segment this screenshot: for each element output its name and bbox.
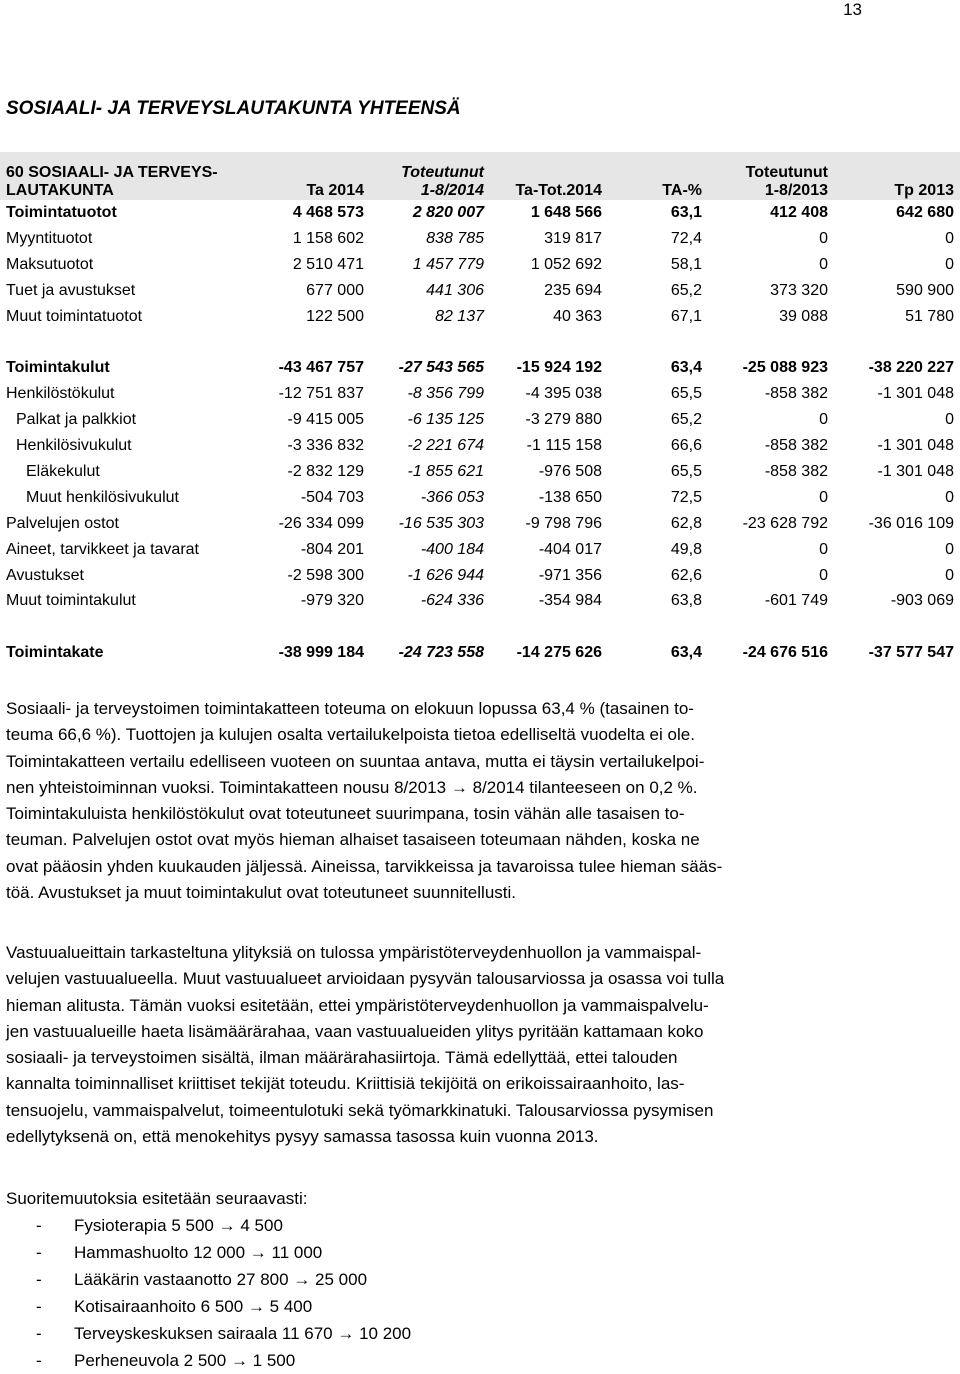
arrow-right-icon: → [230, 1351, 248, 1370]
budget-table [0, 152, 960, 666]
list-item [36, 1293, 411, 1320]
text-line: sosiaali- ja terveystoimen sisältä, ilman määrärahasiirtoja. Tämä edellyttää, ettei talouden [6, 1048, 678, 1068]
text-line: ovat pääosin yhden kuukauden jäljessä. Aineissa, tarvikkeissa ja tavaroissa tulee hieman sääs- [6, 856, 723, 876]
list-item [36, 1347, 411, 1374]
text-line: teuman. Palvelujen ostot ovat myös hieman alhaiset tasaiseen toteumaan nähden, koska ne [6, 830, 700, 850]
cell-tot: -624 336 [420, 592, 484, 610]
cell-ta: 122 500 [306, 307, 364, 325]
text-segment: 8/2014 tilanteeseen on 0,2 %. [472, 777, 698, 797]
table-row [0, 304, 960, 330]
item-to: 1 500 [252, 1351, 296, 1370]
bullet-dash: - [36, 1243, 42, 1262]
cell-ta: -43 467 757 [278, 359, 364, 377]
cell-pct: 63,8 [670, 592, 702, 610]
bullet-dash: - [36, 1216, 42, 1235]
row-label: Palkat ja palkkiot [16, 411, 137, 429]
cell-ta: -979 320 [300, 592, 364, 610]
cell-tot: -16 535 303 [398, 514, 484, 532]
cell-tp: -1 301 048 [877, 385, 954, 403]
table-row [0, 226, 960, 252]
cell-pct: 63,1 [670, 203, 702, 221]
cell-tp: 0 [945, 566, 954, 584]
header-tot2014-line1: Toteutunut [401, 164, 484, 181]
item-from: 2 500 [183, 1351, 227, 1370]
text-line: velujen vastuualueella. Muut vastuualueet arvioidaan pysyvän talousarviossa ja osassa voi tulla [6, 969, 725, 989]
table-row-total [0, 640, 960, 666]
cell-tot: -400 184 [420, 540, 484, 558]
text-line: teuma 66,6 %). Tuottojen ja kulujen osalta vertailukelpoista tietoa edelliseltä vuodelta ei ole. [6, 725, 695, 745]
item-name: Lääkärin vastaanotto [74, 1270, 232, 1289]
list-item [36, 1239, 411, 1266]
cell-diff: -14 275 626 [516, 644, 602, 662]
cell-pct: 63,4 [670, 644, 702, 662]
cell-diff: 319 817 [544, 229, 602, 247]
cell-pct: 65,2 [670, 281, 702, 299]
cell-diff: -138 650 [538, 488, 602, 506]
performance-change-list [36, 1212, 411, 1374]
cell-tot: -1 855 621 [407, 462, 484, 480]
item-to: 4 500 [240, 1216, 283, 1235]
text-segment: nen yhteistoiminnan vuoksi. Toimintakatteen nousu 8/2013 [6, 777, 447, 797]
text-line: Toimintakatteen vertailu edelliseen vuoteen on suuntaa antava, mutta ei täysin vertailukelpoi- [6, 751, 705, 771]
item-from: 27 800 [236, 1270, 289, 1289]
table-header-row [0, 152, 960, 200]
row-label: Palvelujen ostot [6, 514, 119, 532]
table-row [0, 200, 960, 226]
cell-pct: 62,8 [670, 514, 702, 532]
cell-tot13: 0 [819, 411, 828, 429]
header-tot2013-line2: 1-8/2013 [764, 182, 828, 199]
cell-tot: 82 137 [435, 307, 484, 325]
cell-tot13: 0 [819, 255, 828, 273]
item-name: Perheneuvola [74, 1351, 179, 1370]
cell-tp: 0 [945, 255, 954, 273]
paragraph-summary [6, 696, 866, 906]
row-label: Aineet, tarvikkeet ja tavarat [6, 540, 199, 558]
text-line: kannalta toiminnalliset kriittiset tekijät toteudu. Kriittisiä tekijöitä on erikoissairaanhoito, las- [6, 1074, 685, 1094]
item-name: Terveyskeskuksen sairaala [74, 1324, 278, 1343]
text-line: jen vastuualueille haeta lisämäärärahaa, vaan vastuualueiden ylitys pyritään kattamaan koko [6, 1021, 704, 1041]
cell-pct: 63,4 [670, 359, 702, 377]
cell-tp: 0 [945, 229, 954, 247]
cell-tot: 1 457 779 [412, 255, 484, 273]
header-label-line1: 60 SOSIAALI- JA TERVEYS- [6, 164, 218, 181]
table-row [0, 381, 960, 407]
cell-ta: 2 510 471 [292, 255, 364, 273]
text-line [6, 775, 866, 801]
cell-tot: -8 356 799 [407, 385, 484, 403]
item-to: 11 000 [271, 1243, 323, 1262]
item-from: 6 500 [200, 1297, 244, 1316]
text-line: Vastuualueittain tarkasteltuna ylityksiä on tulossa ympäristöterveydenhuollon ja vammaispal- [6, 943, 702, 962]
text-line: hieman alitusta. Tämän vuoksi esitetään, ettei ympäristöterveydenhuollon ja vammaispalvelu- [6, 995, 709, 1015]
page-number: 13 [843, 0, 862, 19]
header-tp2013: Tp 2013 [834, 152, 960, 200]
arrow-right-icon: → [450, 777, 468, 797]
table-row [0, 511, 960, 537]
cell-pct: 67,1 [670, 307, 702, 325]
text-line: Toimintakuluista henkilöstökulut ovat toteutuneet suurimpana, tosin vähän alle tasaisen to- [6, 804, 685, 824]
cell-ta: -12 751 837 [278, 385, 364, 403]
row-label: Henkilöstökulut [6, 385, 115, 403]
cell-tot: 441 306 [426, 281, 484, 299]
bullet-dash: - [36, 1297, 42, 1316]
cell-tot13: 373 320 [770, 281, 828, 299]
item-name: Fysioterapia [74, 1216, 167, 1235]
row-label: Henkilösivukulut [16, 437, 132, 455]
cell-tp: -903 069 [890, 592, 954, 610]
table-spacer [0, 329, 960, 355]
cell-pct: 65,5 [670, 385, 702, 403]
cell-tot: -2 221 674 [407, 437, 484, 455]
table-row [0, 252, 960, 278]
arrow-right-icon: → [337, 1324, 355, 1343]
cell-pct: 62,6 [670, 566, 702, 584]
header-label [0, 152, 240, 200]
list-item [36, 1320, 411, 1347]
cell-ta: -504 703 [300, 488, 364, 506]
header-tapct: TA-% [608, 152, 708, 200]
table-row [0, 355, 960, 381]
cell-tot13: -24 676 516 [742, 644, 828, 662]
table-row [0, 563, 960, 589]
cell-tp: -1 301 048 [877, 462, 954, 480]
row-label: Muut henkilösivukulut [26, 488, 179, 506]
text-line: tensuojelu, vammaispalvelut, toimeentulotuki sekä työmarkkinatuki. Talousarviossa pysymisen [6, 1100, 714, 1120]
cell-diff: 1 648 566 [530, 203, 602, 221]
header-tot2014 [370, 152, 490, 200]
table-row [0, 537, 960, 563]
row-label: Tuet ja avustukset [6, 281, 136, 299]
cell-tp: 0 [945, 540, 954, 558]
cell-tp: 0 [945, 488, 954, 506]
cell-tp: 642 680 [896, 203, 954, 221]
cell-tp: -38 220 227 [868, 359, 954, 377]
header-tot2013-line1: Toteutunut [745, 164, 828, 181]
header-ta2014: Ta 2014 [240, 152, 370, 200]
row-label: Muut toimintakulut [6, 592, 136, 610]
table-spacer [0, 614, 960, 640]
paragraph-responsibility [6, 940, 866, 1150]
table-row [0, 588, 960, 614]
cell-tot13: -601 749 [764, 592, 828, 610]
item-from: 5 500 [171, 1216, 214, 1235]
cell-tot: -27 543 565 [398, 359, 484, 377]
cell-ta: -3 336 832 [287, 437, 364, 455]
cell-tot13: -858 382 [764, 462, 828, 480]
header-tatot: Ta-Tot.2014 [490, 152, 608, 200]
cell-diff: -3 279 880 [525, 411, 602, 429]
cell-ta: 677 000 [306, 281, 364, 299]
arrow-right-icon: → [218, 1216, 236, 1235]
cell-tp: -37 577 547 [868, 644, 954, 662]
cell-ta: -2 832 129 [287, 462, 364, 480]
cell-tot13: 0 [819, 566, 828, 584]
cell-tot: -6 135 125 [407, 411, 484, 429]
cell-tp: 51 780 [905, 307, 954, 325]
row-label: Muut toimintatuotot [6, 307, 143, 325]
bullet-dash: - [36, 1351, 42, 1370]
item-name: Kotisairaanhoito [74, 1297, 196, 1316]
cell-tot: 2 820 007 [412, 203, 484, 221]
cell-tot13: 39 088 [779, 307, 828, 325]
cell-tp: -1 301 048 [877, 437, 954, 455]
arrow-right-icon: → [293, 1270, 311, 1289]
cell-ta: -2 598 300 [287, 566, 364, 584]
cell-ta: -804 201 [300, 540, 364, 558]
cell-diff: -971 356 [538, 566, 602, 584]
item-to: 10 200 [359, 1324, 412, 1343]
row-label: Toimintakate [6, 644, 104, 662]
cell-diff: 235 694 [544, 281, 602, 299]
item-name: Hammashuolto [74, 1243, 189, 1262]
cell-tot13: 0 [819, 540, 828, 558]
row-label: Myyntituotot [6, 229, 93, 247]
cell-diff: -15 924 192 [516, 359, 602, 377]
table-row [0, 459, 960, 485]
text-line: töä. Avustukset ja muut toimintakulut ovat toteutuneet suunnitellusti. [6, 883, 516, 903]
cell-tp: -36 016 109 [868, 514, 954, 532]
cell-tot13: 0 [819, 229, 828, 247]
cell-pct: 49,8 [670, 540, 702, 558]
text-line: edellytyksenä on, että menokehitys pysyy samassa tasossa kuin vuonna 2013. [6, 1127, 599, 1147]
table-row [0, 485, 960, 511]
cell-tot: -366 053 [420, 488, 484, 506]
cell-diff: -1 115 158 [526, 437, 602, 455]
cell-tot: -1 626 944 [407, 566, 484, 584]
cell-tot13: 0 [819, 488, 828, 506]
cell-pct: 65,2 [670, 411, 702, 429]
arrow-right-icon: → [247, 1297, 265, 1316]
item-to: 25 000 [315, 1270, 368, 1289]
cell-diff: 1 052 692 [530, 255, 602, 273]
cell-pct: 65,5 [670, 462, 702, 480]
cell-ta: 4 468 573 [292, 203, 364, 221]
header-label-line2: LAUTAKUNTA [6, 182, 114, 199]
text-line: Sosiaali- ja terveystoimen toimintakatteen toteuma on elokuun lopussa 63,4 % (tasainen to- [6, 699, 694, 718]
table-row [0, 433, 960, 459]
cell-pct: 66,6 [670, 437, 702, 455]
cell-ta: 1 158 602 [292, 229, 364, 247]
row-label: Eläkekulut [26, 462, 100, 480]
cell-pct: 72,5 [670, 488, 702, 506]
table-row [0, 407, 960, 433]
cell-tp: 590 900 [896, 281, 954, 299]
row-label: Maksutuotot [6, 255, 94, 273]
cell-tp: 0 [945, 411, 954, 429]
list-item [36, 1266, 411, 1293]
arrow-right-icon: → [249, 1243, 267, 1262]
cell-ta: -26 334 099 [278, 514, 364, 532]
cell-tot13: -23 628 792 [742, 514, 828, 532]
cell-diff: -9 798 796 [525, 514, 602, 532]
cell-ta: -38 999 184 [278, 644, 364, 662]
cell-ta: -9 415 005 [287, 411, 364, 429]
page-title: SOSIAALI- JA TERVEYSLAUTAKUNTA YHTEENSÄ [6, 98, 461, 119]
cell-diff: -4 395 038 [525, 385, 602, 403]
bullet-dash: - [36, 1324, 42, 1343]
cell-diff: -976 508 [538, 462, 602, 480]
item-to: 5 400 [269, 1297, 313, 1316]
cell-tot: -24 723 558 [398, 644, 484, 662]
cell-pct: 72,4 [670, 229, 702, 247]
cell-diff: -404 017 [538, 540, 602, 558]
cell-tot13: -858 382 [764, 385, 828, 403]
cell-tot13: -858 382 [764, 437, 828, 455]
table-row [0, 278, 960, 304]
cell-pct: 58,1 [670, 255, 702, 273]
cell-tot13: -25 088 923 [742, 359, 828, 377]
header-tot2013 [708, 152, 834, 200]
item-from: 11 670 [281, 1324, 333, 1343]
row-label: Avustukset [6, 566, 84, 584]
row-label: Toimintakulut [6, 359, 110, 377]
item-from: 12 000 [193, 1243, 246, 1262]
cell-tot: 838 785 [426, 229, 484, 247]
cell-diff: 40 363 [553, 307, 602, 325]
header-tot2014-line2: 1-8/2014 [420, 182, 484, 199]
paragraph-changes-intro: Suoritemuutoksia esitetään seuraavasti: [6, 1189, 308, 1208]
list-item [36, 1212, 411, 1239]
row-label: Toimintatuotot [6, 203, 117, 221]
cell-diff: -354 984 [538, 592, 602, 610]
bullet-dash: - [36, 1270, 42, 1289]
cell-tot13: 412 408 [770, 203, 828, 221]
